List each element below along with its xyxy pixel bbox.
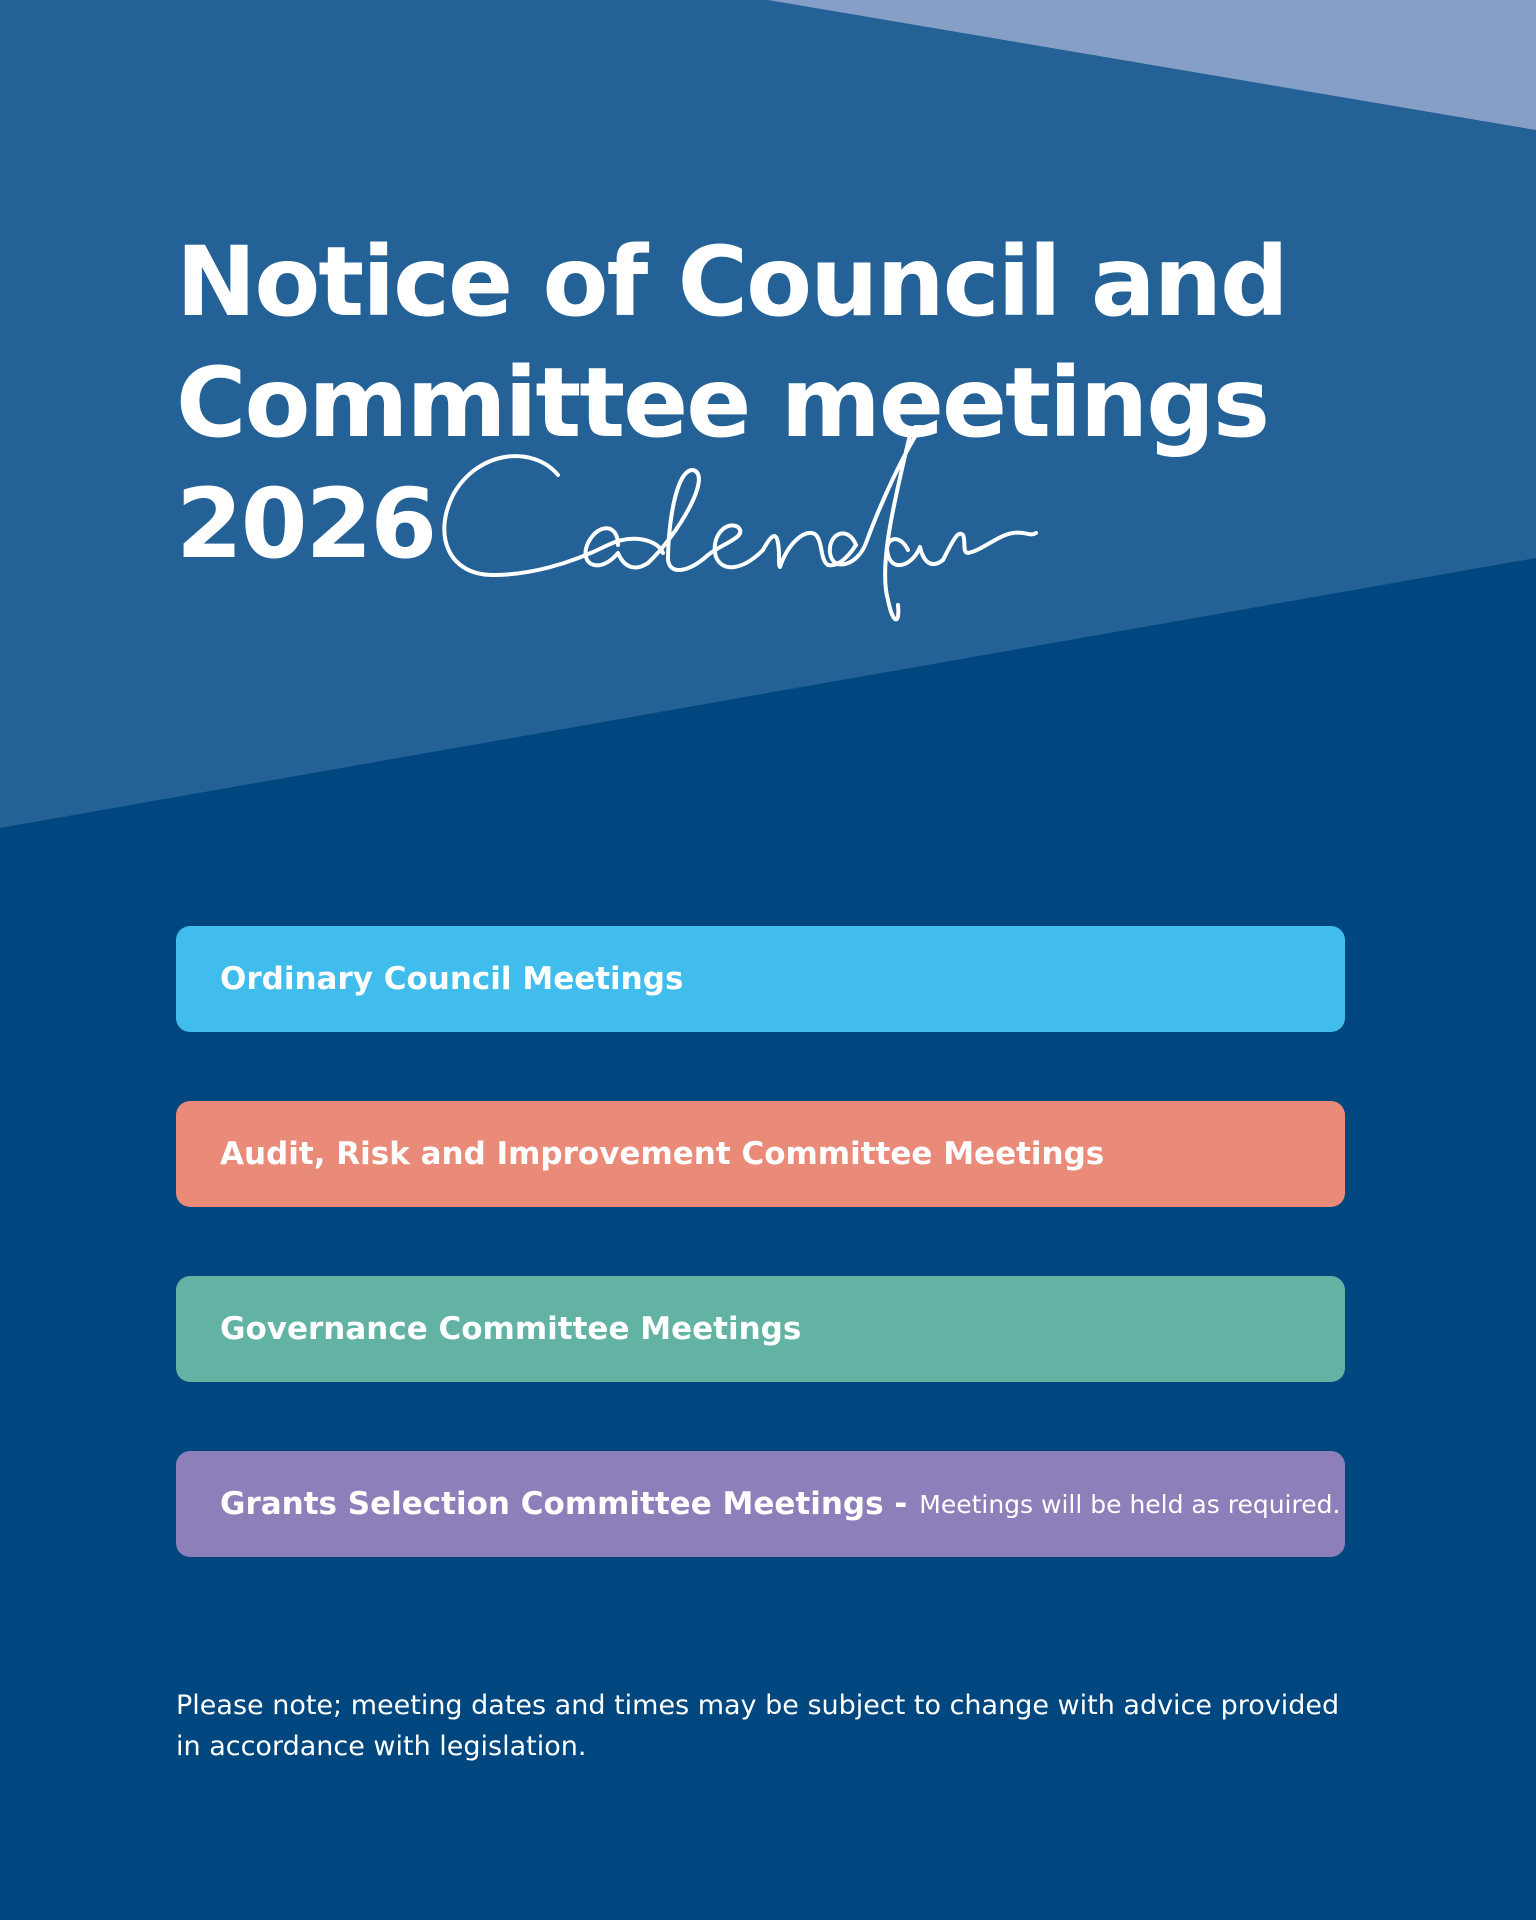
legend-label: Ordinary Council Meetings <box>220 961 684 997</box>
legend-label: Governance Committee Meetings <box>220 1311 802 1347</box>
legend-label: Grants Selection Committee Meetings - <box>220 1486 908 1522</box>
legend-note: Meetings will be held as required. <box>919 1489 1341 1519</box>
title-line-2: Committee meetings <box>176 347 1269 459</box>
legend-item-ordinary-council <box>176 926 1345 1032</box>
legend-item-audit-risk <box>176 1101 1345 1207</box>
meeting-type-legend <box>176 926 1345 1626</box>
title-line-1: Notice of Council and <box>176 226 1287 338</box>
title-line-3: 2026 <box>176 468 436 580</box>
legend-item-governance <box>176 1276 1345 1382</box>
legend-item-grants-selection <box>176 1451 1345 1557</box>
legend-label: Audit, Risk and Improvement Committee Meetings <box>220 1136 1105 1172</box>
footnote: Please note; meeting dates and times may be subject to change with advice provided in accordance with legislation. <box>176 1690 1340 1762</box>
script-calendar-lettering <box>438 425 1038 625</box>
